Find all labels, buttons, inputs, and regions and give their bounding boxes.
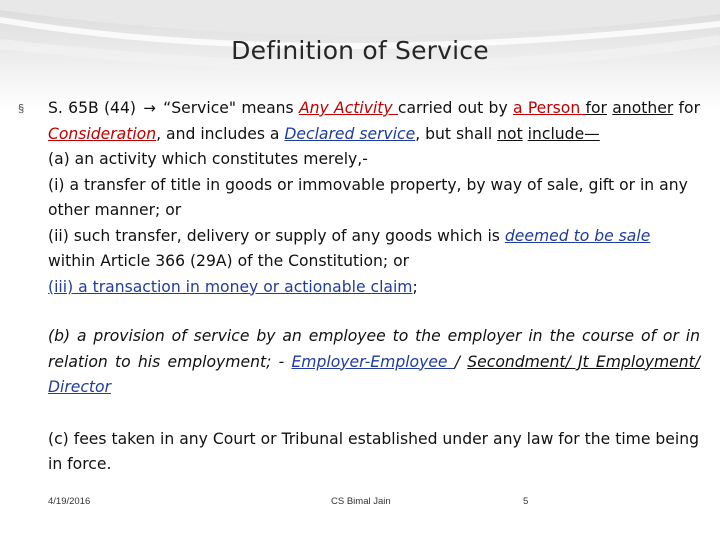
clause-ii-pre: (ii) such transfer, delivery or supply of any goods which is [48, 226, 505, 245]
clause-iii-link[interactable]: (iii) a transaction in money or actionable claim [48, 277, 413, 296]
a-person-text: a Person [512, 99, 586, 117]
footer-page-number: 5 [523, 496, 529, 507]
declared-service-text: Declared service [284, 124, 416, 143]
clause-b [48, 324, 700, 401]
clause-a: (a) an activity which constitutes merely,- [48, 150, 368, 168]
any-activity-text: Any Activity [298, 99, 398, 117]
clause-ii [48, 224, 700, 275]
employer-employee-link[interactable]: Employer-Employee [291, 352, 455, 371]
quote-text: “Service" means [157, 99, 299, 117]
deemed-to-be-sale-link[interactable]: deemed to be sale [504, 226, 651, 245]
arrow-right-icon: → [143, 99, 156, 117]
bullet-icon: § [18, 103, 25, 115]
section-ref: S. 65B (44) [48, 99, 142, 117]
slide-title: Definition of Service [231, 36, 489, 65]
consideration-text: Consideration [48, 124, 157, 143]
for-text: for [585, 99, 607, 117]
include-text: include— [527, 124, 600, 143]
for-consideration-prefix: for [673, 99, 700, 117]
footer-author: CS Bimal Jain [331, 496, 391, 507]
but-shall-text: , but shall [415, 124, 498, 143]
secondment-text: Secondment/ Jt Employment/ [467, 352, 700, 371]
clause-iii [48, 275, 700, 301]
definition-paragraph [48, 96, 700, 147]
clause-b-sep: / [454, 352, 468, 371]
clause-c: (c) fees taken in any Court or Tribunal established under any law for the time being in force. [48, 429, 700, 473]
another-text: another [612, 99, 674, 117]
clause-ii-post: within Article 366 (29A) of the Constitution; or [48, 252, 410, 270]
clause-iii-suffix: ; [412, 277, 418, 296]
director-link[interactable]: Director [48, 378, 111, 396]
clause-b-text: (b) a provision of service by an employee to the employer in the course of or in relation to his employment; - [48, 327, 700, 371]
clause-i: (i) a transfer of title in goods or immovable property, by way of sale, gift or in any other manner; or [48, 175, 688, 219]
slide-body [48, 96, 700, 478]
carried-text: carried out by [397, 99, 513, 117]
not-text: not [497, 124, 523, 143]
and-includes-text: , and includes a [156, 124, 285, 143]
footer-date: 4/19/2016 [48, 496, 91, 507]
